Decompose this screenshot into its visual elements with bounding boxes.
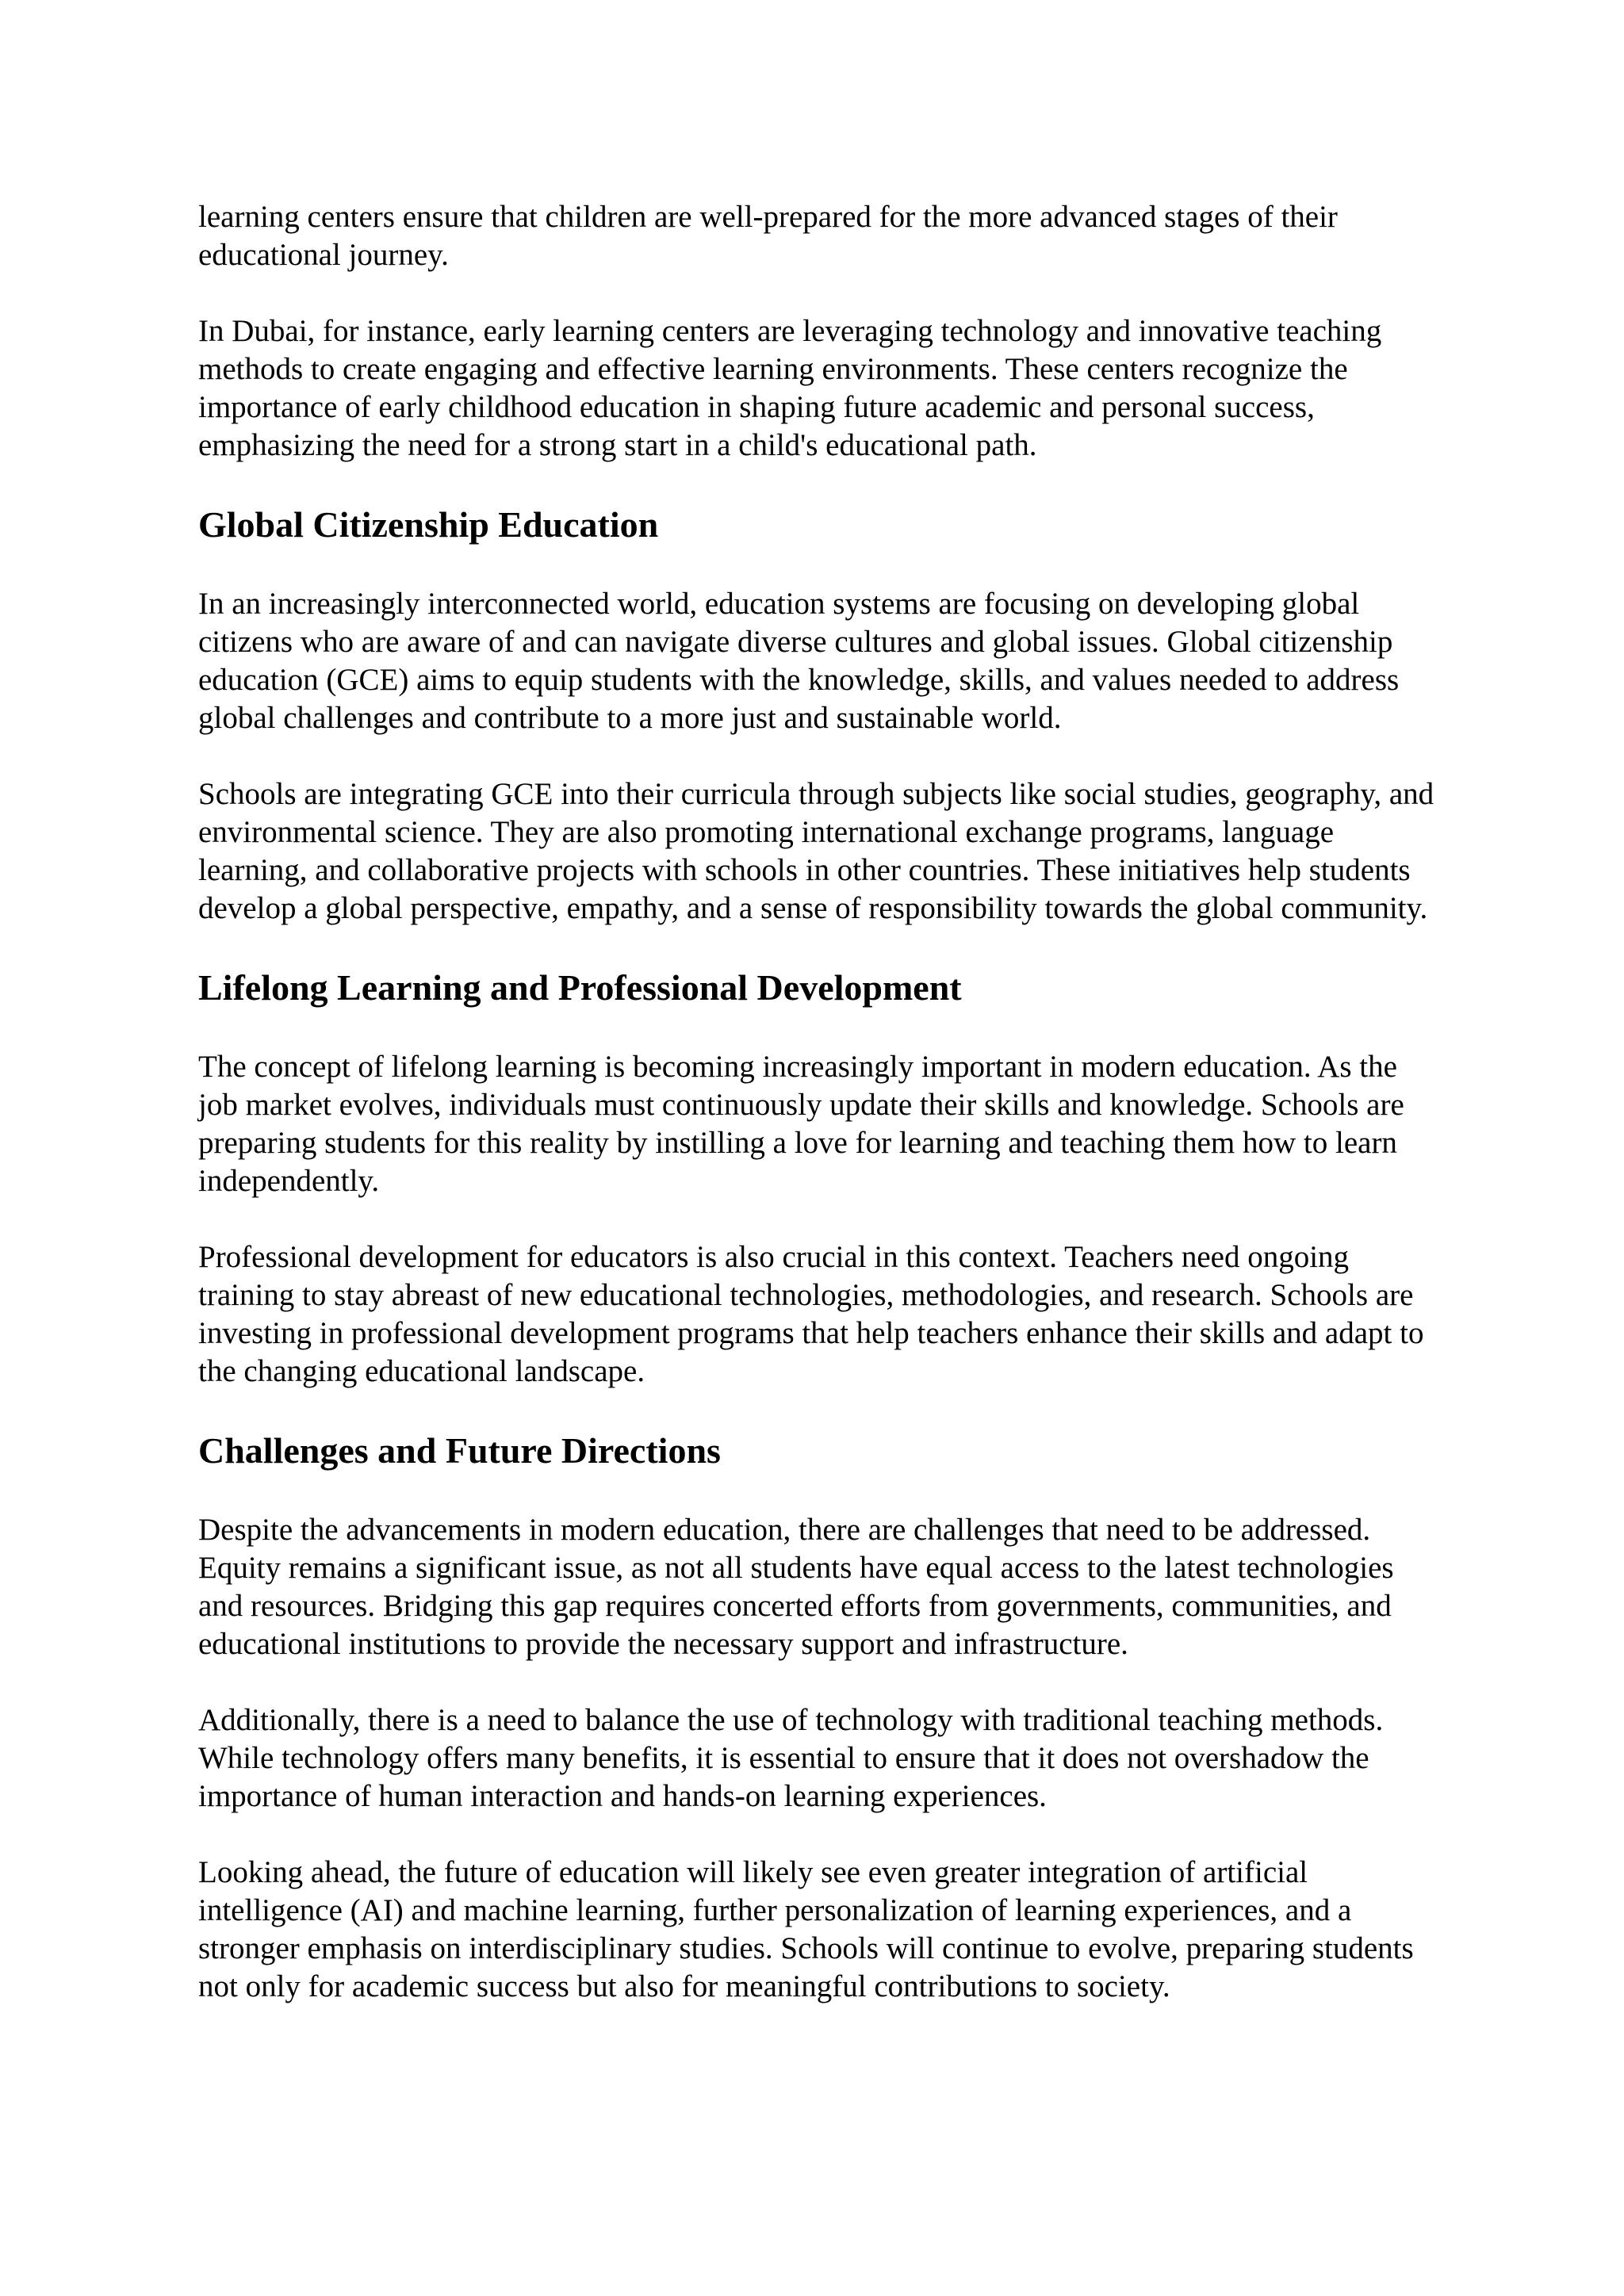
heading-challenges: Challenges and Future Directions [198, 1430, 721, 1471]
heading-global-citizenship: Global Citizenship Education [198, 504, 659, 545]
paragraph-equity: Despite the advancements in modern education, there are challenges that need to be addressed. Equity remains a significant issue, as not all students have equal access to the latest technologies and resources. Bridging this gap requires concerted efforts from governments, communities, and educational institutions to provide the necessary support and infrastructure. [198, 1513, 1394, 1661]
paragraph-lifelong-concept: The concept of lifelong learning is becoming increasingly important in modern education. As the job market evolves, individuals must continuously update their skills and knowledge. Schools are preparing students for this reality by instilling a love for learning and teaching them how to learn independently. [198, 1050, 1404, 1198]
paragraph-balance-technology: Additionally, there is a need to balance the use of technology with traditional teaching methods. While technology offers many benefits, it is essential to ensure that it does not overshadow the importance of human interaction and hands-on learning experiences. [198, 1703, 1384, 1813]
paragraph-dubai: In Dubai, for instance, early learning centers are leveraging technology and innovative teaching methods to create engaging and effective learning environments. These centers recognize the importance of early childhood education in shaping future academic and personal success, emphasizing the need for a strong start in a child's educational path. [198, 314, 1382, 462]
heading-lifelong-learning: Lifelong Learning and Professional Development [198, 967, 962, 1008]
paragraph-professional-development: Professional development for educators is also crucial in this context. Teachers need ongoing training to stay abreast of new educational technologies, methodologies, and research. Schools are investing in professional development programs that help teachers enhance their skills and adapt to the changing educational landscape. [198, 1240, 1424, 1388]
paragraph-gce-intro: In an increasingly interconnected world, education systems are focusing on developing global citizens who are aware of and can navigate diverse cultures and global issues. Global citizenship education (GCE) aims to equip students with the knowledge, skills, and values needed to address global challenges and contribute to a more just and sustainable world. [198, 587, 1400, 735]
paragraph-gce-schools: Schools are integrating GCE into their curricula through subjects like social studies, geography, and environmental science. They are also promoting international exchange programs, language learning, and collaborative projects with schools in other countries. These initiatives help students develop a global perspective, empathy, and a sense of responsibility towards the global community. [198, 777, 1434, 925]
document-page [198, 198, 1443, 2044]
paragraph-future: Looking ahead, the future of education will likely see even greater integration of artificial intelligence (AI) and machine learning, further personalization of learning experiences, and a stronger emphasis on interdisciplinary studies. Schools will continue to evolve, preparing students not only for academic success but also for meaningful contributions to society. [198, 1855, 1414, 2003]
paragraph-early-learning-end: learning centers ensure that children are well-prepared for the more advanced stages of their educational journey. [198, 200, 1338, 272]
